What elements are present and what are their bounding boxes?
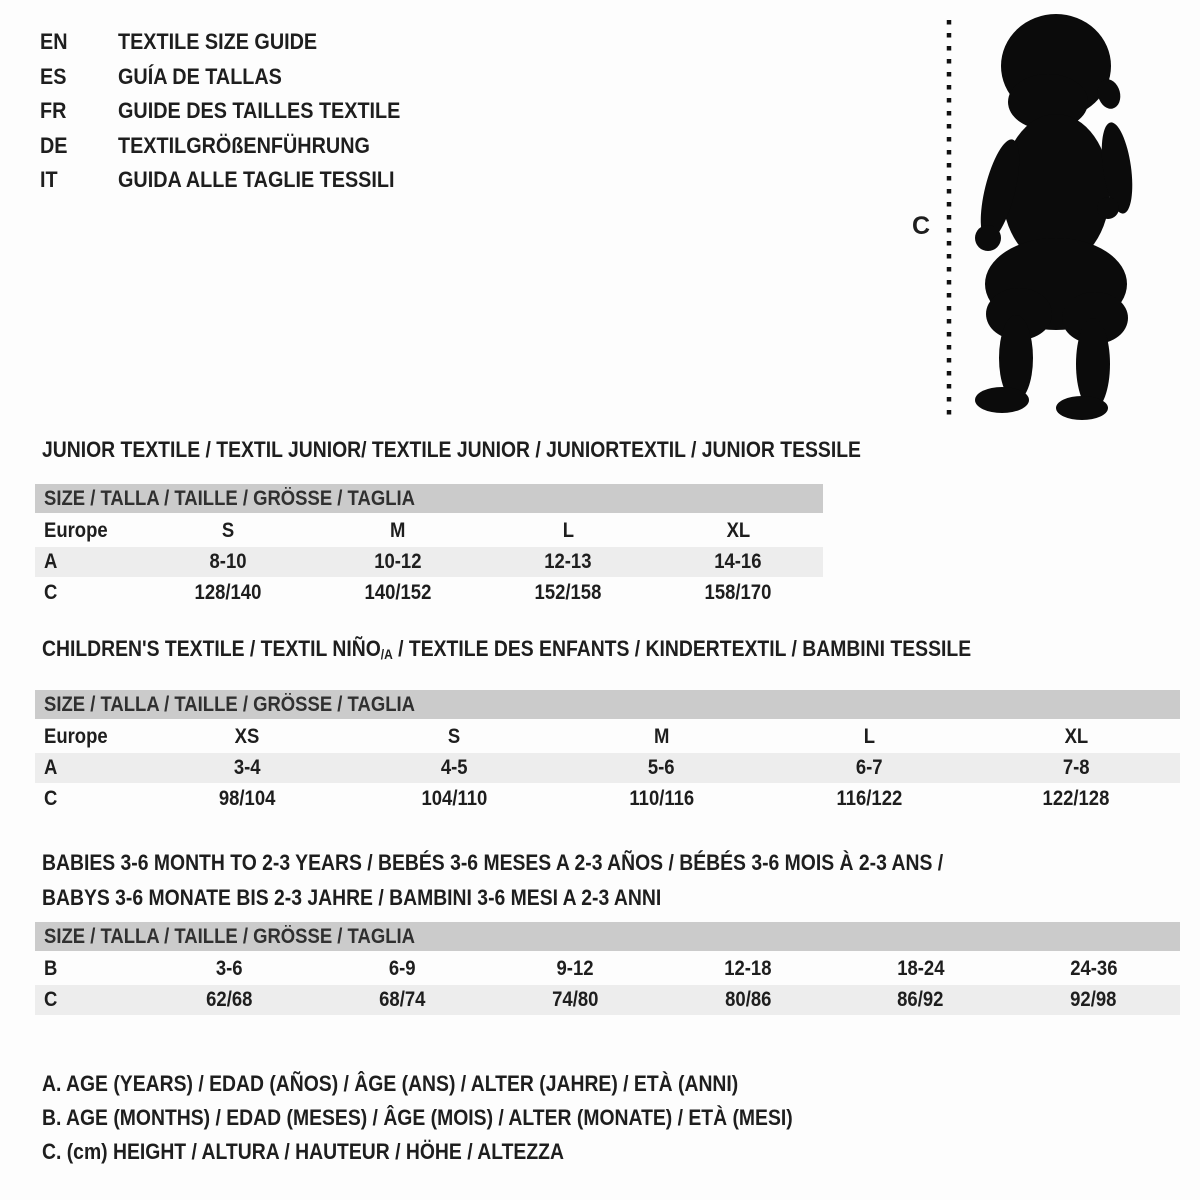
age-years-cell (558, 753, 765, 783)
height-cm-value: 86/92 (897, 988, 944, 1011)
children-section-title (42, 637, 1098, 664)
height-cm-value: 74/80 (551, 988, 599, 1011)
children-title-pre: CHILDREN'S TEXTILE / TEXTIL NIÑO (42, 636, 381, 661)
height-cm-value: 104/110 (421, 787, 487, 810)
height-cm-cell (765, 784, 972, 814)
age-years-cell (483, 547, 653, 577)
guide-title-it: GUIDA ALLE TAGLIE TESSILI (118, 167, 395, 192)
size-value: L (562, 519, 574, 542)
junior-textile-table (35, 484, 823, 609)
size-value: XL (1064, 725, 1089, 748)
junior-section-title (42, 438, 973, 462)
height-cm-cell (834, 985, 1007, 1015)
size-cell (143, 516, 313, 546)
age-years-cell (143, 753, 350, 783)
size-cell (558, 722, 765, 752)
size-header-label: SIZE / TALLA / TAILLE / GRÖSSE / TAGLIA (44, 925, 415, 948)
row-label-cell (35, 784, 143, 814)
height-cm-cell (143, 784, 350, 814)
children-title-post: / TEXTILE DES ENFANTS / KINDERTEXTIL / BAMBINI TESSILE (392, 636, 972, 661)
row-label-cell (35, 985, 143, 1015)
guide-title-fr: GUIDE DES TAILLES TEXTILE (118, 98, 401, 123)
lang-row-de (40, 134, 439, 169)
lang-row-fr (40, 99, 439, 134)
size-header-label: SIZE / TALLA / TAILLE / GRÖSSE / TAGLIA (44, 487, 415, 510)
size-cell (483, 516, 653, 546)
row-label: A (44, 756, 58, 779)
size-cell (765, 722, 972, 752)
size-cell (350, 722, 557, 752)
junior-age-row (35, 547, 823, 577)
babies-textile-table (35, 922, 1180, 1016)
height-cm-value: 80/86 (724, 988, 772, 1011)
age-months-value: 3-6 (216, 957, 243, 980)
children-age-row (35, 753, 1180, 783)
age-years-cell (653, 547, 823, 577)
junior-height-row (35, 578, 823, 608)
lang-row-en (40, 30, 439, 65)
age-months-value: 12-18 (724, 957, 772, 980)
row-label-cell (35, 753, 143, 783)
size-cell (973, 722, 1180, 752)
height-cm-cell (350, 784, 557, 814)
size-value: XS (234, 725, 260, 748)
legend-line-b (42, 1106, 895, 1140)
height-cm-cell (661, 985, 834, 1015)
height-cm-cell (653, 578, 823, 608)
legend-line-c (42, 1140, 895, 1174)
row-label: C (44, 787, 58, 810)
size-value: L (863, 725, 875, 748)
legend-line-c-text: C. (cm) HEIGHT / ALTURA / HAUTEUR / HÖHE / ALTEZZA (42, 1139, 564, 1164)
height-cm-value: 140/152 (364, 581, 432, 604)
height-cm-cell (1007, 985, 1180, 1015)
age-years-cell (143, 547, 313, 577)
babies-title-line1: BABIES 3-6 MONTH TO 2-3 YEARS / BEBÉS 3-6 MESES A 2-3 AÑOS / BÉBÉS 3-6 MOIS À 2-3 ANS / (42, 850, 944, 875)
junior-region-row (35, 516, 823, 546)
height-cm-value: 116/122 (836, 787, 902, 810)
height-cm-value: 110/116 (629, 787, 694, 810)
age-years-cell (350, 753, 557, 783)
height-cm-cell (489, 985, 662, 1015)
age-years-value: 12-13 (544, 550, 592, 573)
age-months-value: 18-24 (897, 957, 945, 980)
lang-code-fr: FR (40, 98, 67, 123)
age-months-value: 24-36 (1069, 957, 1118, 980)
height-cm-value: 152/158 (534, 581, 602, 604)
age-months-cell (834, 954, 1007, 984)
size-cell (313, 516, 483, 546)
height-cm-value: 122/128 (1042, 787, 1110, 810)
lang-code-de: DE (40, 132, 68, 158)
guide-title-en: TEXTILE SIZE GUIDE (118, 29, 318, 54)
height-cm-cell (973, 784, 1180, 814)
region-label-cell (35, 722, 143, 752)
lang-code-it: IT (40, 167, 58, 192)
height-cm-value: 158/170 (704, 581, 772, 604)
legend (42, 1072, 895, 1174)
children-title-sub: /A (380, 647, 393, 662)
age-months-value: 9-12 (556, 957, 594, 980)
childrens-textile-table (35, 690, 1180, 815)
age-months-cell (143, 954, 316, 984)
guide-title-es: GUÍA DE TALLAS (118, 63, 282, 89)
junior-size-header-bar (35, 484, 823, 513)
region-label-cell (35, 516, 143, 546)
legend-line-a (42, 1072, 895, 1106)
children-height-row (35, 784, 1180, 814)
row-label: A (44, 550, 58, 573)
guide-title-de: TEXTILGRÖßENFÜHRUNG (118, 132, 370, 158)
lang-row-es (40, 65, 439, 100)
age-years-cell (765, 753, 972, 783)
age-years-value: 4-5 (440, 756, 468, 779)
size-value: M (653, 725, 670, 748)
height-cm-value: 68/74 (379, 988, 426, 1011)
height-cm-value: 62/68 (206, 988, 253, 1011)
age-years-value: 8-10 (209, 550, 247, 573)
size-value: XL (726, 519, 750, 542)
age-months-cell (1007, 954, 1180, 984)
lang-row-it (40, 168, 439, 203)
babies-height-row (35, 985, 1180, 1015)
size-header-label: SIZE / TALLA / TAILLE / GRÖSSE / TAGLIA (44, 693, 415, 716)
height-cm-cell (143, 985, 316, 1015)
babies-section-title (42, 845, 1066, 915)
size-value: M (390, 519, 406, 542)
row-label: C (44, 988, 58, 1011)
size-cell (143, 722, 350, 752)
lang-code-en: EN (40, 29, 68, 54)
children-size-header-bar (35, 690, 1180, 719)
age-years-value: 6-7 (855, 756, 883, 779)
age-months-value: 6-9 (388, 957, 416, 980)
size-value: S (221, 519, 235, 542)
age-years-cell (973, 753, 1180, 783)
region-label: Europe (44, 519, 108, 542)
height-cm-value: 98/104 (218, 787, 275, 810)
height-measure-label: C (912, 212, 931, 240)
babies-age-months-row (35, 954, 1180, 984)
row-label-cell (35, 547, 143, 577)
age-years-value: 5-6 (648, 756, 675, 779)
age-months-cell (661, 954, 834, 984)
age-years-value: 14-16 (714, 550, 762, 573)
row-label: B (44, 957, 58, 980)
children-region-row (35, 722, 1180, 752)
age-years-cell (313, 547, 483, 577)
children-section-title-text (42, 637, 971, 664)
height-cm-cell (558, 784, 765, 814)
size-cell (653, 516, 823, 546)
region-label: Europe (44, 725, 108, 748)
legend-line-a-text: A. AGE (YEARS) / EDAD (AÑOS) / ÂGE (ANS) / ALTER (JAHRE) / ETÀ (ANNI) (42, 1071, 739, 1096)
height-cm-value: 92/98 (1070, 988, 1117, 1011)
height-cm-value: 128/140 (194, 581, 262, 604)
lang-code-es: ES (40, 63, 67, 89)
age-months-cell (316, 954, 489, 984)
size-value: S (447, 725, 461, 748)
toddler-silhouette-icon (936, 12, 1160, 426)
row-label: C (44, 581, 58, 604)
row-label-cell (35, 954, 143, 984)
age-months-cell (489, 954, 662, 984)
height-cm-cell (143, 578, 313, 608)
babies-title-line2: BABYS 3-6 MONATE BIS 2-3 JAHRE / BAMBINI 3-6 MESI A 2-3 ANNI (42, 885, 662, 910)
junior-section-title-text: JUNIOR TEXTILE / TEXTIL JUNIOR/ TEXTILE JUNIOR / JUNIORTEXTIL / JUNIOR TESSILE (42, 437, 861, 462)
age-years-value: 7-8 (1062, 756, 1090, 779)
height-cm-cell (316, 985, 489, 1015)
age-years-value: 3-4 (233, 756, 261, 779)
age-years-value: 10-12 (374, 550, 422, 573)
legend-line-b-text: B. AGE (MONTHS) / EDAD (MESES) / ÂGE (MOIS) / ALTER (MONATE) / ETÀ (MESI) (42, 1105, 793, 1130)
row-label-cell (35, 578, 143, 608)
toddler-silhouette-shape (973, 14, 1137, 420)
babies-size-header-bar (35, 922, 1180, 951)
height-cm-cell (313, 578, 483, 608)
language-title-block (40, 30, 439, 203)
height-cm-cell (483, 578, 653, 608)
